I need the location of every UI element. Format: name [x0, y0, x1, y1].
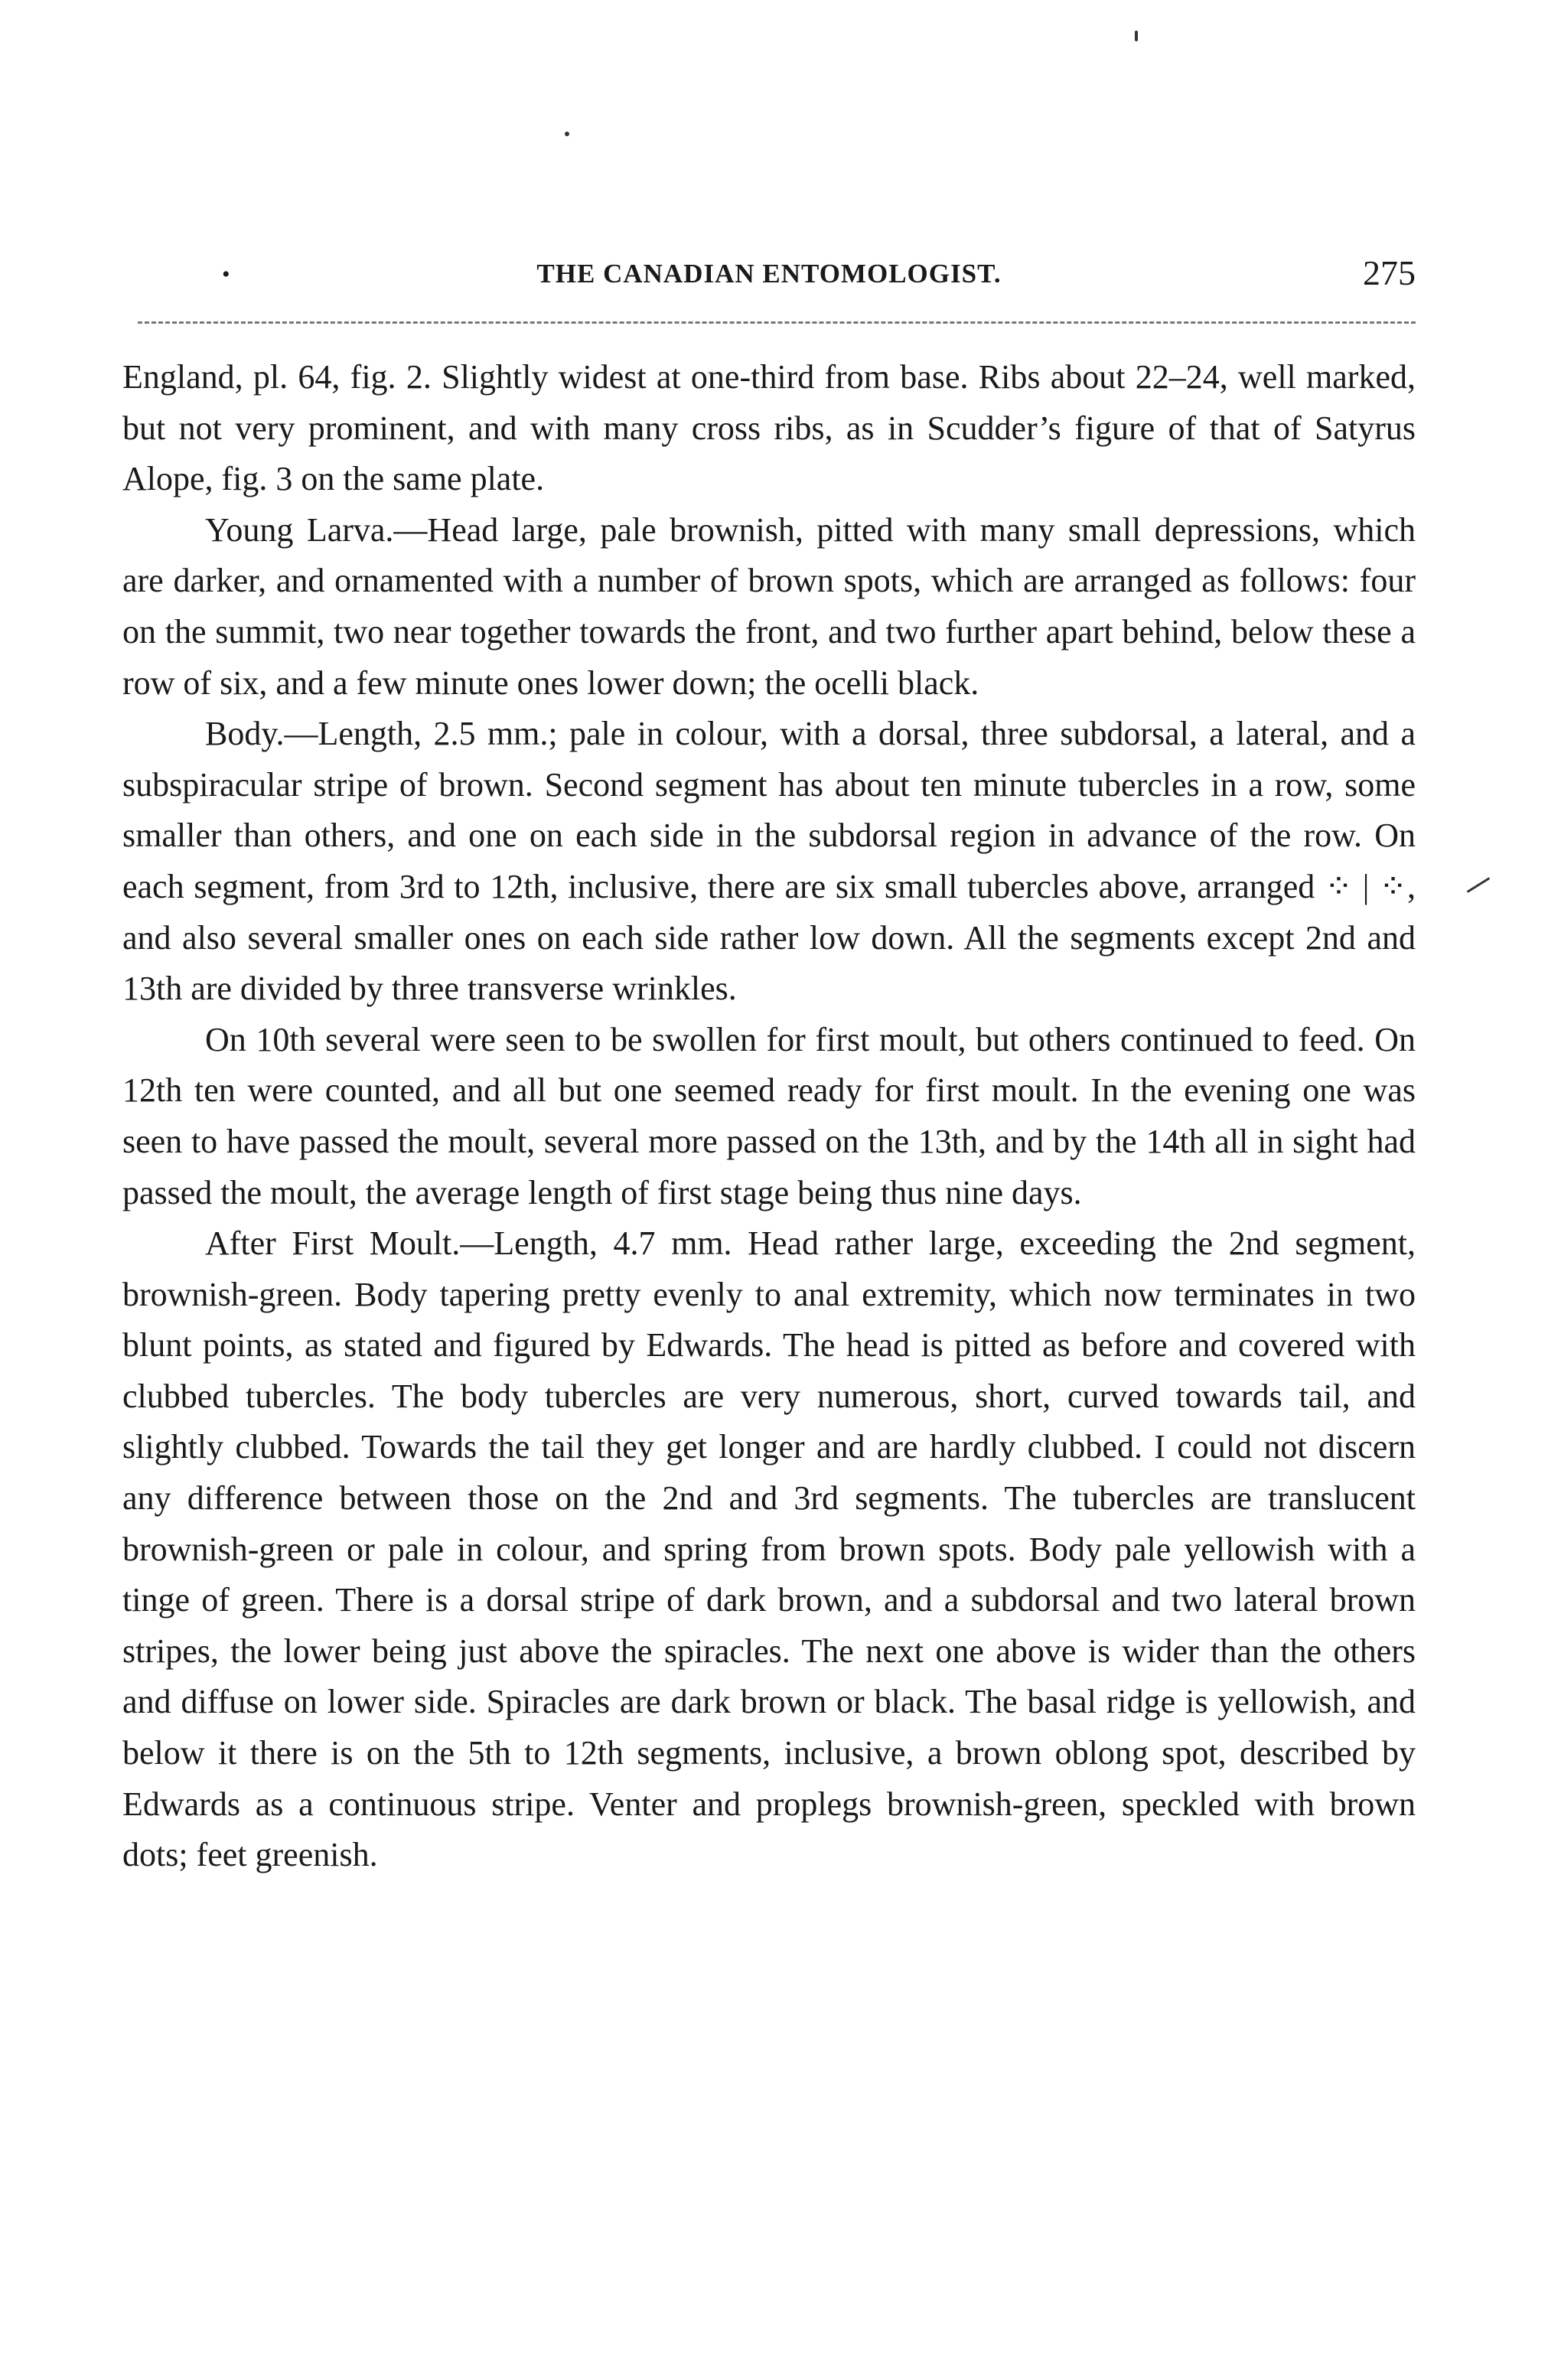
paragraph-body: Body.—Length, 2.5 mm.; pale in colour, with a dorsal, three subdorsal, a lateral, and a subspiracular stripe of brown. Second segment has about ten minute tubercles in a row, some smaller than others, and one on each side in the subdorsal region in advance of the row. On each segment, from 3rd to 12th, inclusive, there are six small tubercles above, arranged ⁘ | ⁘, and also several smaller ones on each side rather low down. All the segments except 2nd and 13th are divided by three transverse wrinkles. — [122, 715, 1416, 1008]
running-header — [122, 253, 1416, 298]
journal-title: THE CANADIAN ENTOMOLOGIST. — [536, 259, 1002, 289]
paragraph-continuation: England, pl. 64, fig. 2. Slightly widest at one-third from base. Ribs about 22–24, well marked, but not very prominent, and with many cross ribs, as in Scudder’s figure of that of Satyrus Alope, fig. 3 on the same plate. — [122, 358, 1416, 498]
paragraph-after-first-moult: After First Moult.—Length, 4.7 mm. Head rather large, exceeding the 2nd segment, brownish-green. Body tapering pretty evenly to anal extremity, which now terminates in two blunt points, as stated and figured by Edwards. The head is pitted as before and covered with clubbed tubercles. The body tubercles are very numerous, short, curved towards tail, and slightly clubbed. Towards the tail they get longer and are hardly clubbed. I could not discern any difference between those on the 2nd and 3rd segments. The tubercles are translucent brownish-green or pale in colour, and spring from brown spots. Body pale yellowish with a tinge of green. There is a dorsal stripe of dark brown, and a subdorsal and two lateral brown stripes, the lower being just above the spiracles. The next one above is wider than the others and diffuse on lower side. Spiracles are dark brown or black. The basal ridge is yellowish, and below it there is on the 5th to 12th segments, inclusive, a brown oblong spot, described by Edwards as a continuous stripe. Venter and proplegs brownish-green, speckled with brown dots; feet greenish. — [122, 1224, 1416, 1874]
margin-pencil-mark — [1467, 877, 1490, 893]
header-rule — [138, 321, 1416, 324]
page-number: 275 — [1363, 253, 1416, 292]
paragraph-first-moult-timing: On 10th several were seen to be swollen for first moult, but others continued to feed. On 12th ten were counted, and all but one seemed ready for first moult. In the evening one was seen to have passed the moult, several more passed on the 13th, and by the 14th all in sight had passed the moult, the average length of first stage being thus nine days. — [122, 1020, 1416, 1211]
header-bullet: • — [222, 262, 230, 287]
ink-speck — [565, 132, 569, 136]
article-body — [122, 352, 1416, 1881]
ink-speck — [1135, 31, 1138, 41]
paragraph-young-larva: Young Larva.—Head large, pale brownish, pitted with many small depressions, which are darker, and ornamented with a number of brown spots, which are arranged as follows: four on the summit, two near together towards the front, and two further apart behind, below these a row of six, and a few minute ones lower down; the ocelli black. — [122, 510, 1416, 702]
